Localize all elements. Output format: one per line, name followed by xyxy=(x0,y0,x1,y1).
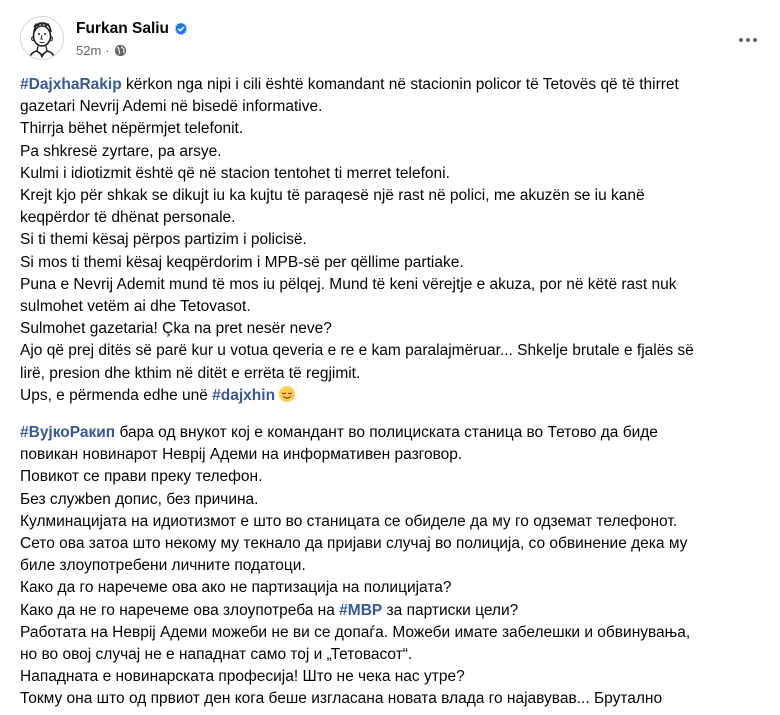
line-text: за партиски цели? xyxy=(382,601,519,619)
meta-separator: · xyxy=(105,43,110,58)
text-line: Puna e Nevrij Ademit mund të mos iu pëlqej. Mund të keni vërejtje e akuza, por në këtë rast nuk xyxy=(20,275,677,293)
text-line: keqpërdor të dhënat personale. xyxy=(20,209,236,227)
post-timestamp[interactable]: 52m xyxy=(76,43,102,58)
text-line: Кулминацијата на идиотизмот е што во станицата се обиделе да му го одземат телефонот. xyxy=(20,512,678,530)
text-line: Pa shkresë zyrtare, pa arsye. xyxy=(20,142,222,160)
line-text: бара од внукот кој е командант во полициската станица во Тетово да биде xyxy=(115,424,658,442)
avatar[interactable] xyxy=(20,16,64,60)
text-line: Sulmohet gazetaria! Çka na pret nesër neve? xyxy=(20,320,332,338)
author-block xyxy=(76,20,188,58)
text-line: Thirrja bëhet nëpërmjet telefonit. xyxy=(20,120,244,138)
post-meta xyxy=(76,43,188,58)
text-line: повикан новинарот Неврij Адеми на информативен разговор. xyxy=(20,446,463,464)
post-text xyxy=(20,74,762,711)
hashtag-link[interactable]: #МВР xyxy=(339,601,383,619)
text-line: Сето ова затоа што некому му текнало да пријави случај во полиција, со обвинение дека му xyxy=(20,535,688,553)
relieved-face-icon xyxy=(278,385,296,410)
text-line: Kulmi i idiotizmit është që në stacion tentohet ti merret telefoni. xyxy=(20,164,450,182)
text-line: Ajo që prej ditës së parë kur u votua qeveria e re e kam paralajmëruar... Shkelje brutale e fjalës së xyxy=(20,342,694,360)
macedonian-paragraph xyxy=(20,422,762,711)
text-line: gazetari Nevrij Ademi në bisedë informative. xyxy=(20,98,323,116)
more-horizontal-icon xyxy=(738,37,758,43)
verified-badge-icon xyxy=(174,22,188,36)
text-line: Токму она што од првиот ден кога беше изгласана новата влада го најавував... Брутално xyxy=(20,690,663,708)
author-name[interactable]: Furkan Saliu xyxy=(76,20,170,37)
text-line: lirë, presion dhe kthim në ditët e errëta të regjimit. xyxy=(20,364,361,382)
albanian-paragraph xyxy=(20,74,762,410)
globe-icon[interactable] xyxy=(114,44,127,57)
text-line: Si ti themi kësaj përpos partizim i policisë. xyxy=(20,231,307,249)
text-line: Si mos ti themi kësaj keqpërdorim i MPB-së per qëllime partiake. xyxy=(20,253,464,271)
text-line: Без служben допис, без причина. xyxy=(20,490,259,508)
line-text: Како да не го наречеме ова злоупотреба на xyxy=(20,601,340,619)
post-header xyxy=(20,16,760,68)
line-text: Ups, e përmenda edhe unë xyxy=(20,386,213,404)
text-line: биле злоупотребени личните податоци. xyxy=(20,557,306,575)
text-line: Работата на Неврij Адеми можеби не ви се допаѓа. Можеби имате забелешки и обвинувања, xyxy=(20,623,691,641)
text-line: но во овој случај не е нападнат само тој и „Тетовасот“. xyxy=(20,646,413,664)
avatar-sketch-portrait xyxy=(21,17,63,59)
text-line: Повикот се прави преку телефон. xyxy=(20,468,263,486)
hashtag-link[interactable]: #DajxhaRakip xyxy=(20,76,122,93)
more-options-button[interactable] xyxy=(736,28,760,52)
hashtag-link[interactable]: #ВујкоРакип xyxy=(20,424,116,442)
text-line xyxy=(20,600,762,622)
text-line: Нападната е новинарската професија! Што не чека нас утре? xyxy=(20,668,465,686)
author-row xyxy=(76,20,188,38)
text-line xyxy=(20,385,762,410)
text-line: Како да го наречеме ова ако не партизација на полицијата? xyxy=(20,579,452,597)
text-line xyxy=(20,74,762,96)
text-line: Krejt kjo për shkak se dikujt iu ka kujtu të paraqesë një rast në polici, me akuzën se iu kanë xyxy=(20,187,645,205)
text-line xyxy=(20,422,762,444)
paragraph-gap xyxy=(20,410,762,422)
hashtag-link[interactable]: #dajxhin xyxy=(212,386,276,404)
text-line: sulmohet vetëm ai dhe Tetovasot. xyxy=(20,298,251,316)
line-text: kërkon nga nipi i cili është komandant në stacionin policor të Tetovës që të thirret xyxy=(121,76,679,93)
